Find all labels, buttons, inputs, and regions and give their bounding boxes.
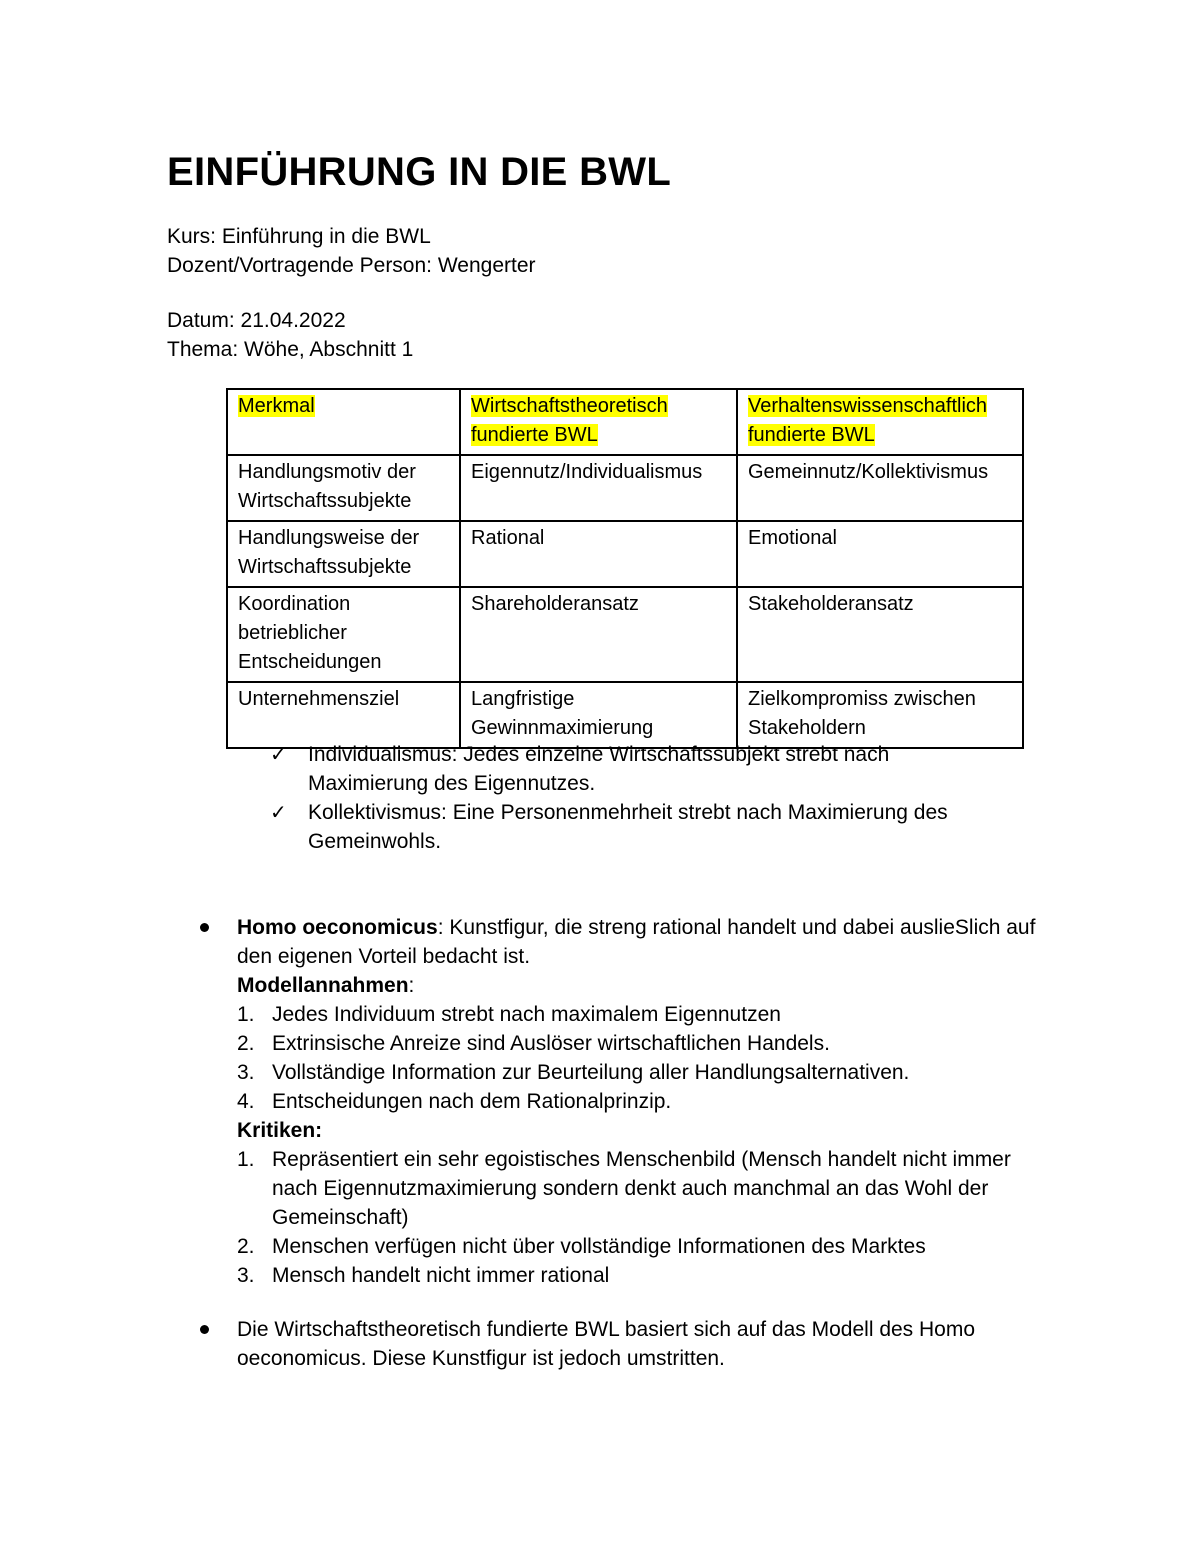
table-cell: Emotional (737, 521, 1023, 587)
table-cell: Unternehmensziel (227, 682, 460, 748)
table-cell: Eigennutz/Individualismus (460, 455, 737, 521)
final-bullet-text: Die Wirtschaftstheoretisch fundierte BWL basiert sich auf das Modell des Homo oeconomicus. Diese Kunstfigur ist jedoch umstritten. (237, 1318, 976, 1370)
homo-definition (237, 913, 1055, 971)
date-line: Datum: 21.04.2022 (167, 309, 346, 332)
table-cell: Gemeinnutz/Kollektivismus (737, 455, 1023, 521)
highlighted-header: Merkmal (238, 395, 315, 417)
assumptions-list (237, 1000, 1055, 1116)
table-header-cell (227, 389, 460, 455)
table-row (227, 455, 1023, 521)
final-bullet (195, 1315, 995, 1373)
table-row (227, 587, 1023, 682)
course-info (167, 222, 536, 280)
lecturer-line: Dozent/Vortragende Person: Wengerter (167, 254, 536, 277)
critique-heading: Kritiken: (237, 1119, 323, 1142)
checkmark-icon: ✓ (270, 800, 287, 824)
assumptions-heading: Modellannahmen: (237, 974, 415, 997)
table-header-row (227, 389, 1023, 455)
critique-list (237, 1145, 1055, 1290)
table-row (227, 521, 1023, 587)
checkmark-icon: ✓ (270, 742, 287, 766)
table-cell: Shareholderansatz (460, 587, 737, 682)
homo-term: Homo oeconomicus (237, 916, 438, 939)
bullet-icon (200, 1325, 209, 1334)
list-item (268, 798, 988, 856)
checklist-text: Kollektivismus: Eine Personenmehrheit strebt nach Maximierung des Gemeinwohls. (308, 801, 948, 853)
list-item: 1. Jedes Individuum strebt nach maximalem Eigennutzen (237, 1003, 781, 1026)
table-cell: Langfristige Gewinnmaximierung (460, 682, 737, 748)
list-item: 3. Vollständige Information zur Beurteilung aller Handlungsalternativen. (237, 1061, 910, 1084)
checklist (268, 740, 988, 856)
homo-oeconomicus-section (195, 913, 1055, 1290)
bullet-icon (200, 923, 209, 932)
page-title: EINFÜHRUNG IN DIE BWL (167, 150, 672, 194)
list-item: 2. Menschen verfügen nicht über vollständige Informationen des Marktes (237, 1235, 926, 1258)
homo-definition-text: Kunstfigur, die streng rational handelt und dabei auslieSlich auf den eigenen Vorteil bedacht ist. (237, 916, 1036, 968)
comparison-table (226, 388, 1024, 749)
table-cell: Rational (460, 521, 737, 587)
table-cell: Zielkompromiss zwischen Stakeholdern (737, 682, 1023, 748)
table-row (227, 682, 1023, 748)
table-cell: Stakeholderansatz (737, 587, 1023, 682)
list-item: 2. Extrinsische Anreize sind Auslöser wirtschaftlichen Handels. (237, 1032, 830, 1055)
table-cell: Koordination betrieblicher Entscheidungen (227, 587, 460, 682)
session-info (167, 306, 413, 364)
topic-line: Thema: Wöhe, Abschnitt 1 (167, 338, 414, 361)
list-item (268, 740, 988, 798)
table-header-cell (737, 389, 1023, 455)
list-item: 1. Repräsentiert ein sehr egoistisches Menschenbild (Mensch handelt nicht immer nach Eigennutzmaximierung sondern denkt auch manchmal an das Wohl der Gemeinschaft) (237, 1148, 1011, 1229)
list-item: 3. Mensch handelt nicht immer rational (237, 1264, 610, 1287)
course-line: Kurs: Einführung in die BWL (167, 225, 431, 248)
highlighted-header: Wirtschaftstheoretisch fundierte BWL (471, 395, 668, 446)
list-item: 4. Entscheidungen nach dem Rationalprinzip. (237, 1090, 672, 1113)
highlighted-header: Verhaltenswissenschaftlich fundierte BWL (748, 395, 988, 446)
table-cell: Handlungsweise der Wirtschaftssubjekte (227, 521, 460, 587)
table-header-cell (460, 389, 737, 455)
homo-colon: : (437, 916, 444, 939)
table-cell: Handlungsmotiv der Wirtschaftssubjekte (227, 455, 460, 521)
checklist-text: Individualismus: Jedes einzelne Wirtschaftssubjekt strebt nach Maximierung des Eigennutzes. (308, 743, 890, 795)
